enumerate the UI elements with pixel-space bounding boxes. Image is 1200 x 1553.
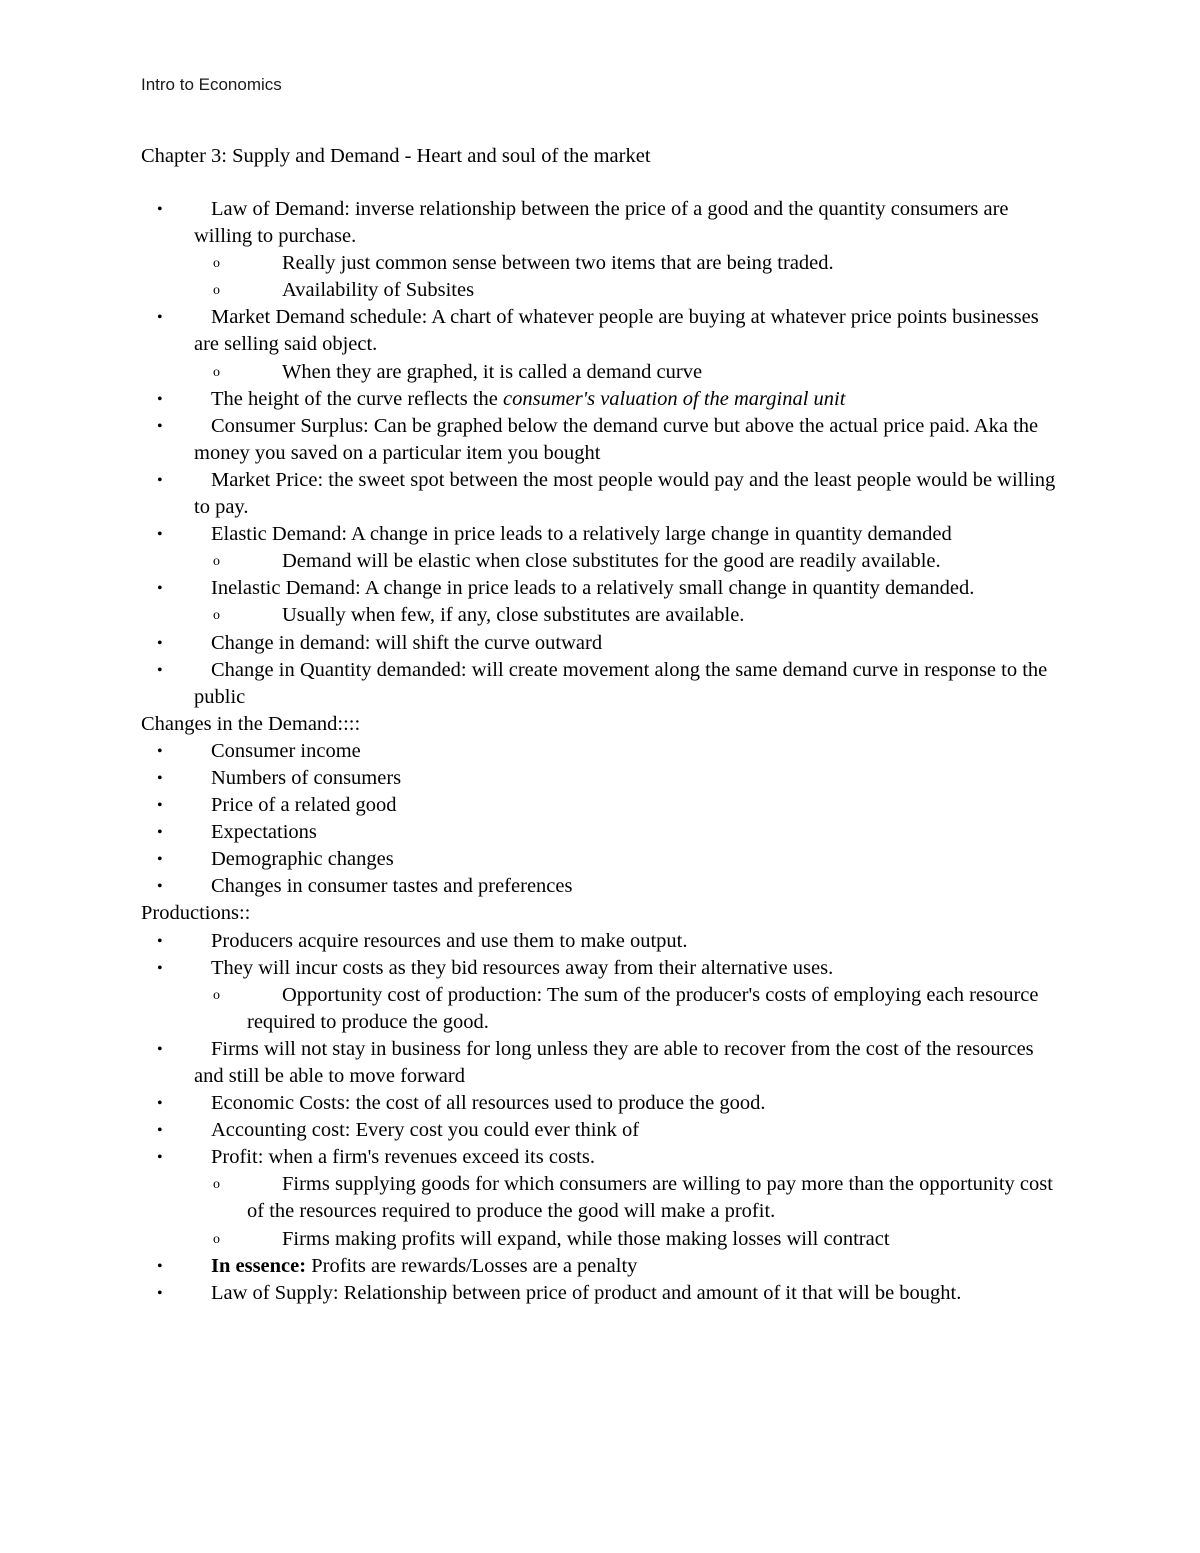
bullet-text: They will incur costs as they bid resources away from their alternative uses. bbox=[211, 956, 834, 979]
list-item bbox=[141, 846, 1061, 873]
changes-heading: Changes in the Demand:::: bbox=[141, 712, 361, 735]
bullet-text: Profit: when a firm's revenues exceed its costs. bbox=[211, 1146, 595, 1169]
sub-bullet-text: Really just common sense between two items that are being traded. bbox=[282, 252, 834, 275]
list-item-text: Numbers of consumers bbox=[211, 766, 402, 789]
bullet-icon: • bbox=[157, 661, 163, 679]
bullet-icon: • bbox=[157, 1122, 163, 1140]
bullet-text: Law of Supply: Relationship between price of product and amount of it that will be bought. bbox=[211, 1281, 962, 1304]
sub-bullet-icon: o bbox=[213, 283, 220, 299]
bullet-text: Profits are rewards/Losses are a penalty bbox=[306, 1254, 638, 1277]
sub-bullet-item bbox=[141, 359, 1061, 386]
bullet-text: Elastic Demand: A change in price leads to a relatively large change in quantity demanded bbox=[211, 523, 952, 546]
sub-bullet-item bbox=[141, 277, 1061, 304]
bullet-item bbox=[141, 304, 1061, 358]
bullet-item bbox=[141, 657, 1061, 711]
sub-bullet-item bbox=[141, 1226, 1061, 1253]
bullet-icon: • bbox=[157, 1040, 163, 1058]
bullet-item bbox=[141, 467, 1061, 521]
bullet-icon: • bbox=[157, 417, 163, 435]
productions-heading: Productions:: bbox=[141, 902, 251, 925]
bullet-text: Producers acquire resources and use them to make output. bbox=[211, 929, 688, 952]
bullet-text: Law of Demand: inverse relationship between the price of a good and the quantity consumers are willing to purchase. bbox=[194, 198, 1009, 248]
bullet-item bbox=[141, 1117, 1061, 1144]
bullet-item bbox=[141, 386, 1061, 413]
bullet-icon: • bbox=[157, 580, 163, 598]
sub-bullet-icon: o bbox=[213, 364, 220, 380]
sub-bullet-item bbox=[141, 602, 1061, 629]
bullet-text: Market Demand schedule: A chart of whatever people are buying at whatever price points businesses are selling said object. bbox=[194, 306, 1039, 356]
bullet-icon: • bbox=[157, 309, 163, 327]
sub-bullet-text: Firms supplying goods for which consumers are willing to pay more than the opportunity cost of the resources required to produce the good will make a profit. bbox=[247, 1173, 1053, 1223]
list-item-text: Demographic changes bbox=[211, 848, 394, 871]
sub-bullet-text: Demand will be elastic when close substitutes for the good are readily available. bbox=[282, 550, 941, 573]
bullet-icon: • bbox=[157, 1149, 163, 1167]
bullet-item bbox=[141, 413, 1061, 467]
sub-bullet-icon: o bbox=[213, 608, 220, 624]
bullet-icon: • bbox=[157, 824, 163, 842]
bullet-icon: • bbox=[157, 201, 163, 218]
bullet-item bbox=[141, 575, 1061, 602]
bullet-icon: • bbox=[157, 1095, 163, 1113]
bullet-item bbox=[141, 196, 1061, 250]
bullet-item bbox=[141, 1144, 1061, 1171]
bullet-icon: • bbox=[157, 769, 163, 787]
bullet-text: The height of the curve reflects the bbox=[211, 387, 503, 410]
list-item-text: Consumer income bbox=[211, 739, 361, 762]
list-item-text: Price of a related good bbox=[211, 794, 397, 817]
sub-bullet-item bbox=[141, 250, 1061, 277]
bullet-text-bold: In essence: bbox=[211, 1254, 307, 1277]
bullet-icon: • bbox=[157, 1257, 163, 1275]
sub-bullet-icon: o bbox=[213, 987, 220, 1003]
bullet-item bbox=[141, 1280, 1061, 1307]
list-item bbox=[141, 819, 1061, 846]
bullet-icon: • bbox=[157, 471, 163, 489]
list-item bbox=[141, 765, 1061, 792]
bullet-icon: • bbox=[157, 959, 163, 977]
bullet-icon: • bbox=[157, 526, 163, 544]
chapter-title: Chapter 3: Supply and Demand - Heart and soul of the market bbox=[141, 145, 651, 167]
bullet-text: Firms will not stay in business for long unless they are able to recover from the cost of the resources and still be able to move forward bbox=[194, 1037, 1034, 1087]
bullet-icon: • bbox=[157, 634, 163, 652]
bullet-item bbox=[141, 521, 1061, 548]
sub-bullet-item bbox=[141, 982, 1061, 1036]
bullet-item bbox=[141, 1253, 1061, 1280]
bullet-item bbox=[141, 630, 1061, 657]
sub-bullet-text: Usually when few, if any, close substitutes are available. bbox=[282, 604, 745, 627]
sub-bullet-text: Opportunity cost of production: The sum of the producer's costs of employing each resource required to produce the good. bbox=[247, 983, 1039, 1033]
list-item bbox=[141, 792, 1061, 819]
list-item bbox=[141, 738, 1061, 765]
bullet-text: Economic Costs: the cost of all resources used to produce the good. bbox=[211, 1092, 766, 1115]
bullet-text: Change in demand: will shift the curve outward bbox=[211, 631, 603, 654]
list-item-text: Expectations bbox=[211, 821, 317, 844]
sub-bullet-icon: o bbox=[213, 554, 220, 570]
bullet-text: Consumer Surplus: Can be graphed below the demand curve but above the actual price paid. Aka the money you saved on a particular item you bought bbox=[194, 414, 1039, 464]
sub-bullet-item bbox=[141, 1171, 1061, 1225]
bullet-item bbox=[141, 1090, 1061, 1117]
bullet-item bbox=[141, 955, 1061, 982]
bullet-text: Accounting cost: Every cost you could ever think of bbox=[211, 1119, 640, 1142]
sub-bullet-item bbox=[141, 548, 1061, 575]
page-header: Intro to Economics bbox=[141, 75, 282, 94]
bullet-icon: • bbox=[157, 932, 163, 950]
sub-bullet-icon: o bbox=[213, 1177, 220, 1193]
bullet-icon: • bbox=[157, 851, 163, 869]
bullet-text: Market Price: the sweet spot between the most people would pay and the least people would be willing to pay. bbox=[194, 468, 1056, 519]
list-item bbox=[141, 873, 1061, 900]
bullet-text: Change in Quantity demanded: will create movement along the same demand curve in response to the public bbox=[194, 658, 1048, 708]
bullet-icon: • bbox=[157, 742, 163, 760]
bullet-text-italic: consumer's valuation of the marginal unit bbox=[503, 387, 846, 410]
bullet-item bbox=[141, 1036, 1061, 1090]
bullet-icon: • bbox=[157, 878, 163, 896]
sub-bullet-icon: o bbox=[213, 1231, 220, 1247]
bullet-icon: • bbox=[157, 1284, 163, 1302]
sub-bullet-text: When they are graphed, it is called a demand curve bbox=[282, 360, 703, 383]
bullet-icon: • bbox=[157, 390, 163, 408]
bullet-text: Inelastic Demand: A change in price leads to a relatively small change in quantity demanded. bbox=[211, 577, 975, 600]
list-item-text: Changes in consumer tastes and preferences bbox=[211, 875, 573, 898]
bullet-icon: • bbox=[157, 797, 163, 815]
sub-bullet-text: Firms making profits will expand, while those making losses will contract bbox=[282, 1227, 890, 1250]
bullet-item bbox=[141, 928, 1061, 955]
sub-bullet-icon: o bbox=[213, 256, 220, 272]
notes-body bbox=[141, 196, 1061, 1307]
sub-bullet-text: Availability of Subsites bbox=[282, 279, 475, 302]
